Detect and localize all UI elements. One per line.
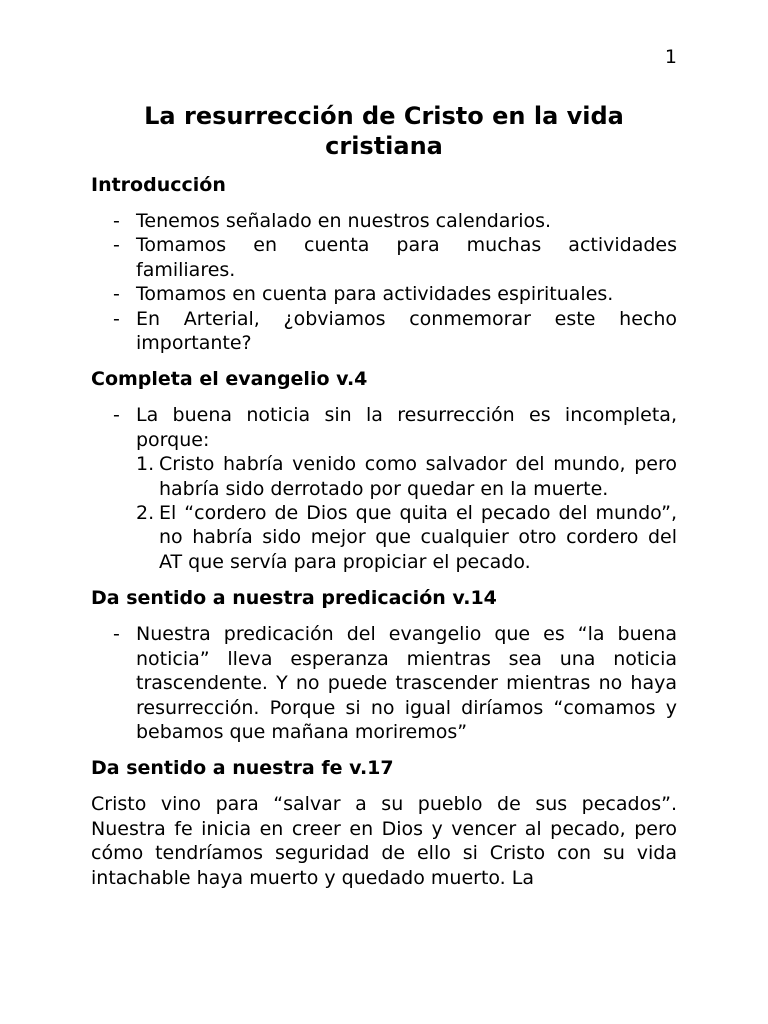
list-item: - Nuestra predicación del evangelio que es “la buena noticia” lleva esperanza mientras sea una noticia trascendente. Y no puede trascender mientras no haya resurrección. Porque si no igual diríamos “comamos y bebamos que mañana moriremos” — [91, 622, 677, 744]
gospel-list — [91, 403, 677, 574]
numbered-marker: 2. — [136, 502, 155, 525]
numbered-item — [136, 452, 677, 501]
list-item: - Tomamos en cuenta para actividades espirituales. — [91, 282, 677, 306]
numbered-text: Cristo habría venido como salvador del mundo, pero habría sido derrotado por quedar en la muerte. — [159, 453, 677, 500]
numbered-marker: 1. — [136, 453, 155, 476]
section-heading-intro: Introducción — [91, 174, 226, 196]
list-item: - En Arterial, ¿obviamos conmemorar este hecho importante? — [91, 307, 677, 356]
list-item — [91, 403, 677, 574]
document-body — [91, 101, 677, 890]
section-heading-gospel: Completa el evangelio v.4 — [91, 368, 368, 391]
section-heading-faith: Da sentido a nuestra fe v.17 — [91, 757, 394, 780]
list-item: - Tenemos señalado en nuestros calendarios. — [91, 209, 677, 233]
numbered-text: El “cordero de Dios que quita el pecado del mundo”, no habría sido mejor que cualquier otro cordero del AT que servía para propiciar el pecado. — [159, 502, 677, 573]
list-item-text: La buena noticia sin la resurrección es incompleta, porque: — [136, 404, 677, 451]
document-title: La resurrección de Cristo en la vida cristiana — [144, 102, 624, 160]
preaching-list — [91, 622, 677, 744]
page-number: 1 — [664, 46, 677, 68]
numbered-item — [136, 501, 677, 574]
body-paragraph: Cristo vino para “salvar a su pueblo de sus pecados”. Nuestra fe inicia en creer en Dios y vencer al pecado, pero cómo tendríamos seguridad de ello si Cristo con su vida intachable haya muerto y quedado muerto. La — [91, 793, 677, 889]
list-item: - Tomamos en cuenta para muchas actividades familiares. — [91, 233, 677, 282]
numbered-list — [136, 452, 677, 574]
section-heading-preaching: Da sentido a nuestra predicación v.14 — [91, 587, 497, 610]
intro-list — [91, 209, 677, 355]
